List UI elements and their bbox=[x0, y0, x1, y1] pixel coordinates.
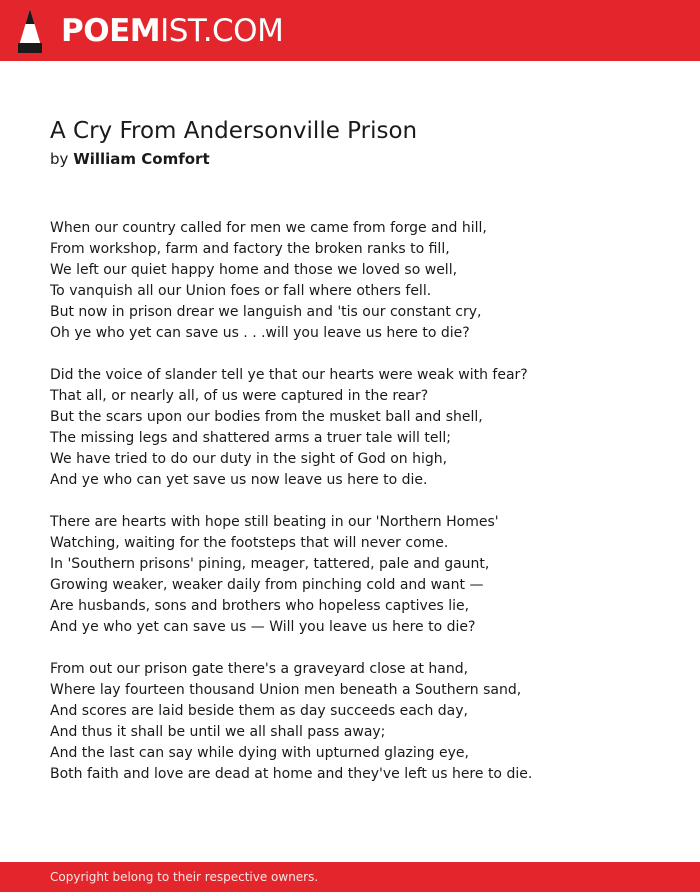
poem-line: To vanquish all our Union foes or fall where others fell. bbox=[50, 283, 432, 299]
logo-bold-text: POEM bbox=[61, 13, 161, 49]
poem-line: Are husbands, sons and brothers who hopeless captives lie, bbox=[50, 598, 470, 614]
poem-line: We have tried to do our duty in the sight of God on high, bbox=[50, 451, 448, 467]
poem-stanza bbox=[50, 218, 670, 344]
poem-line: From out our prison gate there's a graveyard close at hand, bbox=[50, 661, 469, 677]
author-name: William Comfort bbox=[73, 150, 210, 168]
poem-line: From workshop, farm and factory the broken ranks to fill, bbox=[50, 241, 450, 257]
by-label: by bbox=[50, 150, 69, 168]
poem-line: That all, or nearly all, of us were captured in the rear? bbox=[50, 388, 429, 404]
poem-stanza bbox=[50, 659, 670, 785]
poem-stanza bbox=[50, 512, 670, 638]
poem-line: Watching, waiting for the footsteps that will never come. bbox=[50, 535, 449, 551]
poem-line: But now in prison drear we languish and 'tis our constant cry, bbox=[50, 304, 482, 320]
poem-line: Oh ye who yet can save us . . .will you leave us here to die? bbox=[50, 325, 470, 341]
poem-line: And ye who yet can save us — Will you leave us here to die? bbox=[50, 619, 476, 635]
poem-line: In 'Southern prisons' pining, meager, tattered, pale and gaunt, bbox=[50, 556, 490, 572]
poem-line: There are hearts with hope still beating in our 'Northern Homes' bbox=[50, 514, 499, 530]
copyright-notice: Copyright belong to their respective owners. bbox=[50, 870, 319, 884]
poem-line: But the scars upon our bodies from the musket ball and shell, bbox=[50, 409, 483, 425]
poem-line: And the last can say while dying with upturned glazing eye, bbox=[50, 745, 469, 761]
poem-title: A Cry From Andersonville Prison bbox=[50, 118, 418, 144]
poem-line: The missing legs and shattered arms a truer tale will tell; bbox=[50, 430, 451, 446]
site-footer bbox=[0, 862, 700, 892]
poem-line: And ye who can yet save us now leave us here to die. bbox=[50, 472, 428, 488]
site-logo[interactable] bbox=[61, 11, 283, 51]
byline bbox=[50, 148, 210, 170]
poem-line: When our country called for men we came from forge and hill, bbox=[50, 220, 487, 236]
poem-line: And scores are laid beside them as day succeeds each day, bbox=[50, 703, 468, 719]
poem-body bbox=[50, 218, 670, 806]
logo-light-text: IST.COM bbox=[160, 13, 284, 49]
poem-line: Growing weaker, weaker daily from pinching cold and want — bbox=[50, 577, 484, 593]
site-header bbox=[0, 0, 700, 61]
pencil-tip-icon bbox=[17, 9, 43, 53]
poem-line: And thus it shall be until we all shall pass away; bbox=[50, 724, 386, 740]
poem-line: Both faith and love are dead at home and they've left us here to die. bbox=[50, 766, 533, 782]
poem-line: Where lay fourteen thousand Union men beneath a Southern sand, bbox=[50, 682, 522, 698]
poem-stanza bbox=[50, 365, 670, 491]
poem-line: Did the voice of slander tell ye that our hearts were weak with fear? bbox=[50, 367, 528, 383]
poem-line: We left our quiet happy home and those we loved so well, bbox=[50, 262, 458, 278]
